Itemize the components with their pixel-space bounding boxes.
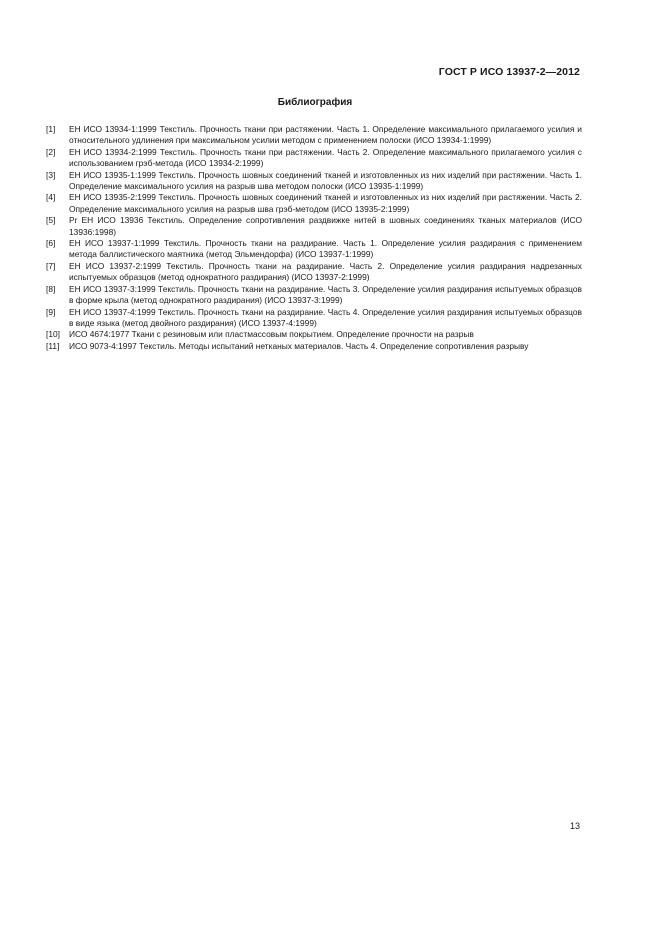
bibliography-item-number: [4] xyxy=(46,192,56,203)
bibliography-item-number: [3] xyxy=(46,169,56,180)
bibliography-item-number: [5] xyxy=(46,215,56,226)
bibliography-item xyxy=(46,215,582,238)
bibliography-item xyxy=(46,192,582,215)
bibliography-item xyxy=(46,329,582,340)
bibliography-title: Библиография xyxy=(277,97,353,108)
bibliography-item xyxy=(46,170,582,193)
bibliography-item xyxy=(46,124,582,147)
bibliography-item-number: [8] xyxy=(46,283,56,294)
bibliography-item xyxy=(46,341,582,352)
bibliography-item xyxy=(46,261,582,284)
bibliography-item-text: ЕН ИСО 13934-1:1999 Текстиль. Прочность ткани при растяжении. Часть 1. Определение максимального прилагаемого усилия и относительного удлинения при максимальном усилии методом с применением полоски (ИСО 13934-1:1999) xyxy=(69,124,582,146)
bibliography-item-text: ЕН ИСО 13934-2:1999 Текстиль. Прочность ткани при растяжении. Часть 2. Определение максимального прилагаемого усилия с использованием грэб-метода (ИСО 13934-2:1999) xyxy=(69,146,582,169)
bibliography-item-text: ЕН ИСО 13937-3:1999 Текстиль. Прочность ткани на раздирание. Часть 3. Определение усилия раздирания испытуемых образцов в форме крыла (метод однократного раздирания) (ИСО 13937-3:1999) xyxy=(69,283,582,306)
bibliography-item-text: ИСО 4674:1977 Ткани с резиновым или пластмассовым покрытием. Определение прочности на разрыв xyxy=(69,329,474,340)
bibliography-item-number: [9] xyxy=(46,306,56,317)
bibliography-item-text: ЕН ИСО 13937-4:1999 Текстиль. Прочность ткани на раздирание. Часть 4. Определение усилия раздирания испытуемых образцов в виде языка (метод двойного раздирания) (ИСО 13937-4:1999) xyxy=(69,306,582,328)
bibliography-item-number: [7] xyxy=(46,260,56,271)
bibliography-item-text: Pr ЕН ИСО 13936 Текстиль. Определение сопротивления раздвижке нитей в шовных соединениях тканых материалов (ИСО 13936:1998) xyxy=(69,215,582,237)
bibliography-item xyxy=(46,238,582,261)
bibliography-item-number: [1] xyxy=(46,124,56,134)
bibliography-item-number: [2] xyxy=(46,146,56,157)
bibliography-item-text: ЕН ИСО 13937-2:1999 Текстиль. Прочность ткани на раздирание. Часть 2. Определение усилия раздирания надрезанных испытуемых образцов (метод однократного раздирания) (ИСО 13937-2:1999) xyxy=(69,260,582,283)
page-number: 13 xyxy=(569,821,580,831)
bibliography-item xyxy=(46,147,582,170)
bibliography-item xyxy=(46,307,582,330)
bibliography-item-number: [11] xyxy=(46,340,60,351)
document-header-standard-code: ГОСТ Р ИСО 13937-2—2012 xyxy=(438,66,580,78)
bibliography-list xyxy=(46,124,582,352)
bibliography-item-text: ЕН ИСО 13935-2:1999 Текстиль. Прочность шовных соединений тканей и изготовленных из них изделий при растяжении. Часть 2. Определение максимального усилия на разрыв шва грэб-методом (ИСО 13935-2:1999) xyxy=(69,192,582,214)
bibliography-item-text: ИСО 9073-4:1997 Текстиль. Методы испытаний нетканых материалов. Часть 4. Определение сопротивления разрыву xyxy=(69,340,529,351)
bibliography-item xyxy=(46,284,582,307)
bibliography-item-text: ЕН ИСО 13937-1:1999 Текстиль. Прочность ткани на раздирание. Часть 1. Определение усилия раздирания с применением метода баллистического маятника (метод Эльмендорфа) (ИСО 13937-1:1999) xyxy=(69,238,582,260)
bibliography-item-text: ЕН ИСО 13935-1:1999 Текстиль. Прочность шовных соединений тканей и изготовленных из них изделий при растяжении. Часть 1. Определение максимального усилия на разрыв шва методом полоски (ИСО 13935-1:1999) xyxy=(69,169,582,192)
bibliography-item-number: [10] xyxy=(46,329,60,340)
bibliography-item-number: [6] xyxy=(46,238,56,249)
